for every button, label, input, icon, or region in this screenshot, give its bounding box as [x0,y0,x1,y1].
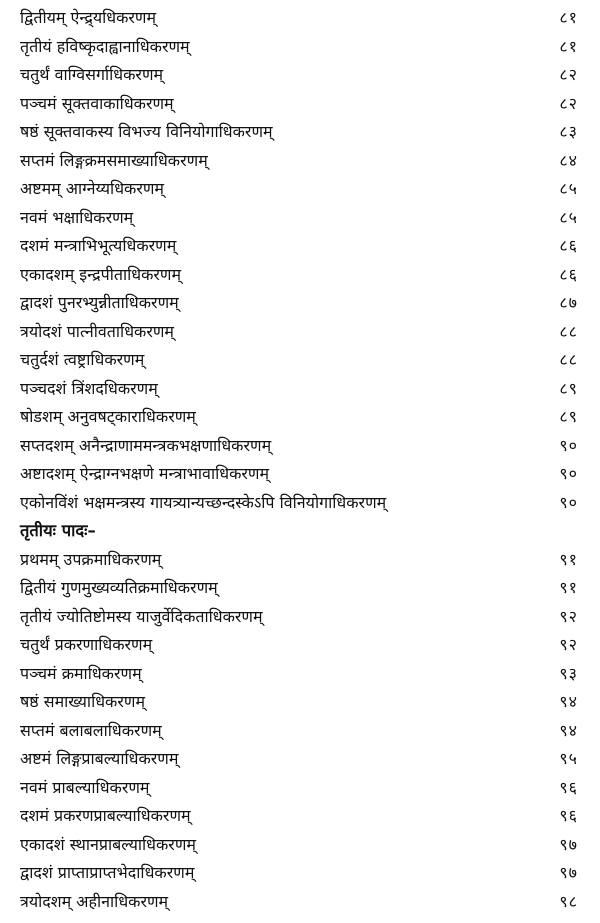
toc-entry-page: ९० [559,435,578,455]
toc-entry-page: ९६ [559,777,578,797]
toc-entry [0,859,600,888]
toc-entry-title: प्रथमम् उपक्रमाधिकरणम् [20,549,162,569]
toc-entry [0,460,600,489]
toc-entry-page: ८७ [559,293,578,312]
toc-entry-title: षष्ठं सूक्तवाकस्य विभज्य विनियोगाधिकरणम् [20,122,273,141]
toc-entry-page: ८२ [559,93,578,113]
toc-entry [0,546,600,575]
toc-entry-title: सप्तमं लिङ्गक्रमसमाख्याधिकरणम् [20,150,208,170]
toc-entry [0,745,600,774]
toc-entry-page: ८२ [559,65,578,84]
toc-entry-title: द्वादशं पुनरभ्युन्नीताधिकरणम् [20,293,179,312]
toc-entry-page: ८६ [559,236,578,255]
toc-section-third-pada [0,546,600,917]
toc-entry-title: अष्टादशम् ऐन्द्राग्नभक्षणे मन्त्राभावाधिकरणम् [20,464,270,483]
toc-entry-page: ९० [559,464,578,483]
toc-entry [0,33,600,62]
toc-entry-title: त्रयोदशम् अहीनाधिकरणम् [20,891,169,911]
toc-entry [0,204,600,233]
toc-entry-title: एकोनविंशं भक्षमन्त्रस्य गायत्र्यान्यच्छन्दस्केऽपि विनियोगाधिकरणम् [20,492,387,512]
toc-entry [0,289,600,318]
toc-entry [0,175,600,204]
toc-entry-title: नवमं भक्षाधिकरणम् [20,207,134,227]
toc-entry-title: षोडशम् अनुवषट्काराधिकरणम् [20,407,196,426]
toc-entry [0,660,600,689]
section-heading: तृतीयः पादः– [20,521,96,540]
toc-entry-title: पञ्चमं क्रमाधिकरणम् [20,663,142,683]
toc-entry-page: ९८ [559,891,578,911]
toc-entry-title: दशमं प्रकरणप्राबल्याधिकरणम् [20,806,191,825]
toc-entry-page: ८३ [559,122,578,141]
toc-entry [0,888,600,917]
toc-entry-page: ९० [559,492,578,512]
toc-entry-title: सप्तदशम् अनैन्द्राणाममन्त्रकभक्षणाधिकरणम् [20,435,272,455]
toc-entry-page: ९५ [559,749,578,768]
toc-entry-page: ८६ [559,264,578,284]
toc-entry-page: ८९ [559,407,578,426]
toc-entry [0,831,600,860]
toc-entry [0,802,600,831]
toc-entry [0,232,600,261]
toc-entry-page: ८४ [559,150,578,170]
toc-entry-title: एकादशम् इन्द्रपीताधिकरणम् [20,264,182,284]
toc-entry-page: ९७ [559,834,578,854]
toc-entry [0,489,600,518]
toc-section-previous [0,4,600,517]
toc-entry-title: तृतीयं हविष्कृदाह्वानाधिकरणम् [20,36,190,56]
toc-entry [0,90,600,119]
toc-entry-title: त्रयोदशं पात्नीवताधिकरणम् [20,321,174,341]
toc-entry [0,261,600,290]
toc-entry-page: ८५ [559,207,578,227]
toc-entry [0,631,600,660]
toc-entry-page: ८८ [559,321,578,341]
toc-entry-title: द्वितीयम् ऐन्द्र्यधिकरणम् [20,8,157,27]
toc-entry-page: ८१ [559,36,578,56]
toc-entry-title: पञ्चदशं त्रिंशदधिकरणम् [20,378,158,398]
toc-entry-title: दशमं मन्त्राभिभूत्यधिकरणम् [20,236,177,255]
toc-entry [0,61,600,90]
toc-entry-title: द्वादशं प्राप्ताप्राप्तभेदाधिकरणम् [20,863,195,882]
toc-entry-title: चतुर्थं वाग्विसर्गाधिकरणम् [20,65,164,84]
toc-entry [0,432,600,461]
toc-entry-page: ८१ [559,8,578,27]
toc-entry [0,118,600,147]
toc-entry-title: षष्ठं समाख्याधिकरणम् [20,692,146,711]
toc-entry-page: ९२ [559,635,578,654]
toc-entry-page: ९२ [559,606,578,626]
toc-entry-title: अष्टमम् आग्नेय्यधिकरणम् [20,179,164,198]
toc-entry [0,717,600,746]
toc-entry [0,4,600,33]
toc-entry-title: तृतीयं ज्योतिष्टोमस्य याजुर्वेदिकताधिकरणम् [20,606,263,626]
toc-entry [0,688,600,717]
toc-entry-title: चतुर्दशं त्वष्ट्राधिकरणम् [20,350,145,369]
toc-entry-page: ९३ [559,663,578,683]
toc-entry-page: ९१ [559,549,578,569]
toc-entry-title: द्वितीयं गुणमुख्यव्यतिक्रमाधिकरणम् [20,578,218,597]
toc-entry [0,574,600,603]
toc-entry-page: ९६ [559,806,578,825]
toc-entry-page: ९१ [559,578,578,597]
toc-entry-page: ८८ [559,350,578,369]
toc-entry-page: ८५ [559,179,578,198]
toc-entry-page: ९४ [559,720,578,740]
toc-entry-title: नवमं प्राबल्याधिकरणम् [20,777,150,797]
toc-entry-page: ९७ [559,863,578,882]
toc-entry-title: चतुर्थं प्रकरणाधिकरणम् [20,635,153,654]
toc-entry [0,346,600,375]
toc-entry-title: सप्तमं बलाबलाधिकरणम् [20,720,162,740]
toc-entry [0,774,600,803]
toc-entry-page: ९४ [559,692,578,711]
toc-entry [0,318,600,347]
toc-entry [0,403,600,432]
toc-entry [0,147,600,176]
toc-entry-title: पञ्चमं सूक्तवाकाधिकरणम् [20,93,174,113]
toc-entry-page: ८९ [559,378,578,398]
toc-entry-title: एकादशं स्थानप्राबल्याधिकरणम् [20,834,196,854]
toc-entry-title: अष्टमं लिङ्गप्राबल्याधिकरणम् [20,749,179,768]
toc-entry [0,603,600,632]
toc-entry [0,375,600,404]
